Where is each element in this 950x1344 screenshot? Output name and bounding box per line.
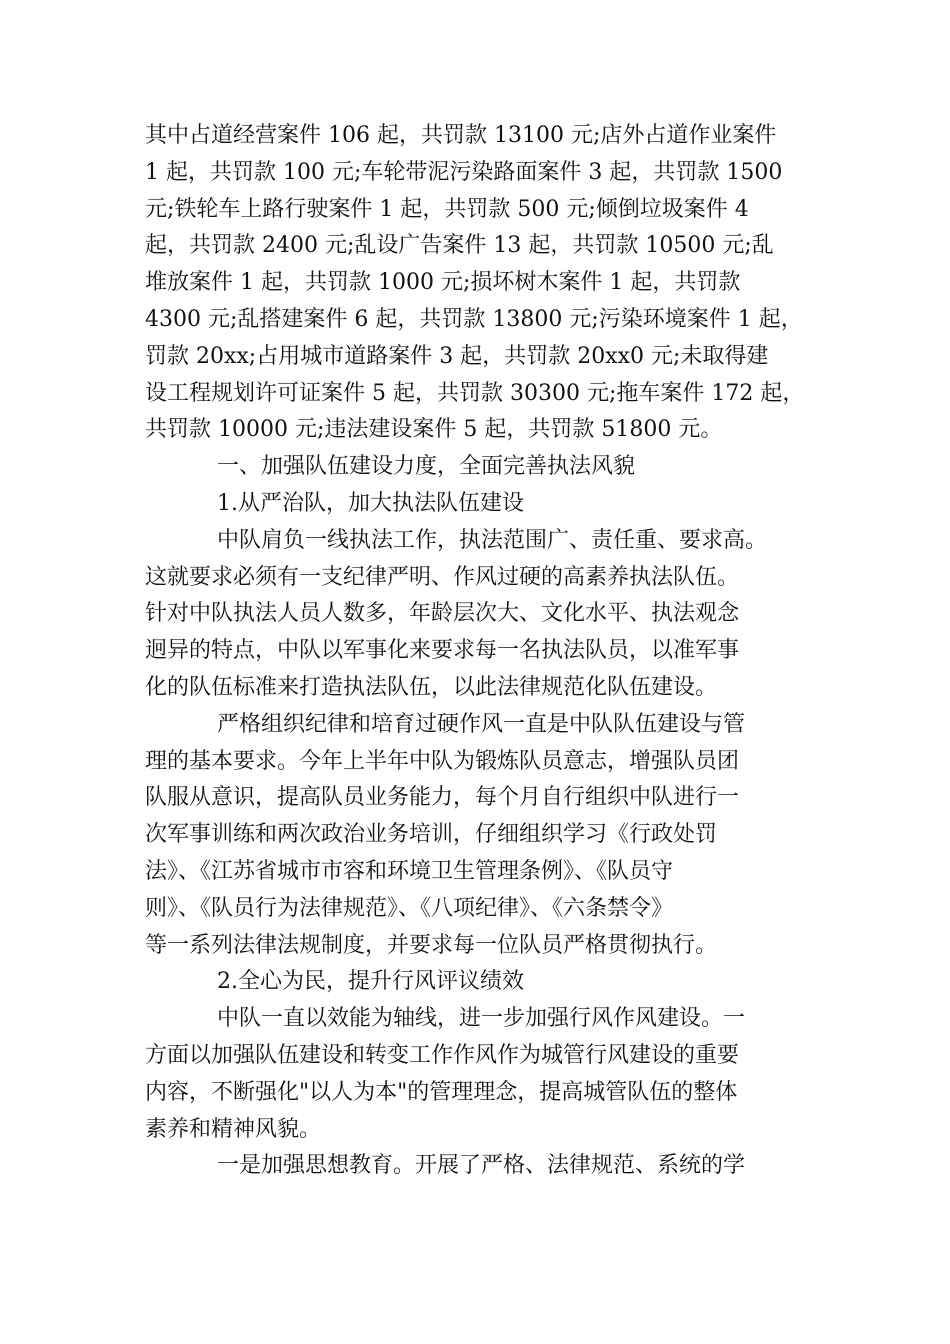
text-line: 方面以加强队伍建设和转变工作作风作为城管行风建设的重要 xyxy=(145,1042,740,1068)
text-line: 4300 元;乱搭建案件 6 起，共罚款 13800 元;污染环境案件 1 起， xyxy=(145,306,803,332)
text-line: 元;铁轮车上路行驶案件 1 起，共罚款 500 元;倾倒垃圾案件 4 xyxy=(145,196,749,222)
text-line: 起，共罚款 2400 元;乱设广告案件 13 起，共罚款 10500 元;乱 xyxy=(145,233,774,259)
text-line: 中队一直以效能为轴线，进一步加强行风作风建设。一 xyxy=(217,1006,746,1032)
paragraph-team-duty xyxy=(145,523,825,707)
paragraph-efficiency xyxy=(145,1001,825,1148)
text-line: 化的队伍标准来打造执法队伍，以此法律规范化队伍建设。 xyxy=(145,674,718,700)
text-line: 1 起，共罚款 100 元;车轮带泥污染路面案件 3 起，共罚款 1500 xyxy=(145,159,783,185)
document-body xyxy=(145,118,825,1185)
text-line: 设工程规划许可证案件 5 起，共罚款 30300 元;拖车案件 172 起， xyxy=(145,380,805,406)
paragraph-discipline xyxy=(145,707,825,965)
heading-line: 2.全心为民，提升行风评议绩效 xyxy=(217,969,524,995)
text-line: 这就要求必须有一支纪律严明、作风过硬的高素养执法队伍。 xyxy=(145,564,740,590)
text-line: 其中占道经营案件 106 起，共罚款 13100 元;店外占道作业案件 xyxy=(145,123,777,148)
text-line: 次军事训练和两次政治业务培训，仔细组织学习《行政处罚 xyxy=(145,822,718,848)
text-line: 则》、《队员行为法律规范》、《八项纪律》、《六条禁令》 xyxy=(145,895,674,921)
subsection-heading xyxy=(145,964,825,1001)
text-line: 严格组织纪律和培育过硬作风一直是中队队伍建设与管 xyxy=(217,711,746,737)
text-line: 堆放案件 1 起，共罚款 1000 元;损坏树木案件 1 起，共罚款 xyxy=(145,270,741,296)
text-line: 针对中队执法人员人数多，年龄层次大、文化水平、执法观念 xyxy=(145,601,740,627)
heading-line: 1.从严治队，加大执法队伍建设 xyxy=(217,490,524,516)
paragraph-penalty-summary xyxy=(145,118,825,449)
section-heading xyxy=(145,449,825,486)
text-line: 中队肩负一线执法工作，执法范围广、责任重、要求高。 xyxy=(217,527,768,553)
text-line: 队服从意识，提高队员业务能力，每个月自行组织中队进行一 xyxy=(145,785,740,811)
text-line: 罚款 20xx;占用城市道路案件 3 起，共罚款 20xx0 元;未取得建 xyxy=(145,343,769,369)
text-line: 素养和精神风貌。 xyxy=(145,1116,322,1142)
text-line: 一是加强思想教育。开展了严格、法律规范、系统的学 xyxy=(217,1153,746,1179)
heading-line: 一、加强队伍建设力度，全面完善执法风貌 xyxy=(217,454,636,480)
text-line: 迥异的特点，中队以军事化来要求每一名执法队员，以准军事 xyxy=(145,638,740,664)
text-line: 理的基本要求。今年上半年中队为锻炼队员意志，增强队员团 xyxy=(145,748,740,774)
text-line: 共罚款 10000 元;违法建设案件 5 起，共罚款 51800 元。 xyxy=(145,417,723,443)
text-line: 法》、《江苏省城市市容和环境卫生管理条例》、《队员守 xyxy=(145,858,674,884)
text-line: 内容，不断强化"以人为本"的管理理念，提高城管队伍的整体 xyxy=(145,1079,738,1105)
paragraph-education xyxy=(145,1148,825,1185)
subsection-heading xyxy=(145,486,825,523)
text-line: 等一系列法律法规制度，并要求每一位队员严格贯彻执行。 xyxy=(145,932,718,958)
